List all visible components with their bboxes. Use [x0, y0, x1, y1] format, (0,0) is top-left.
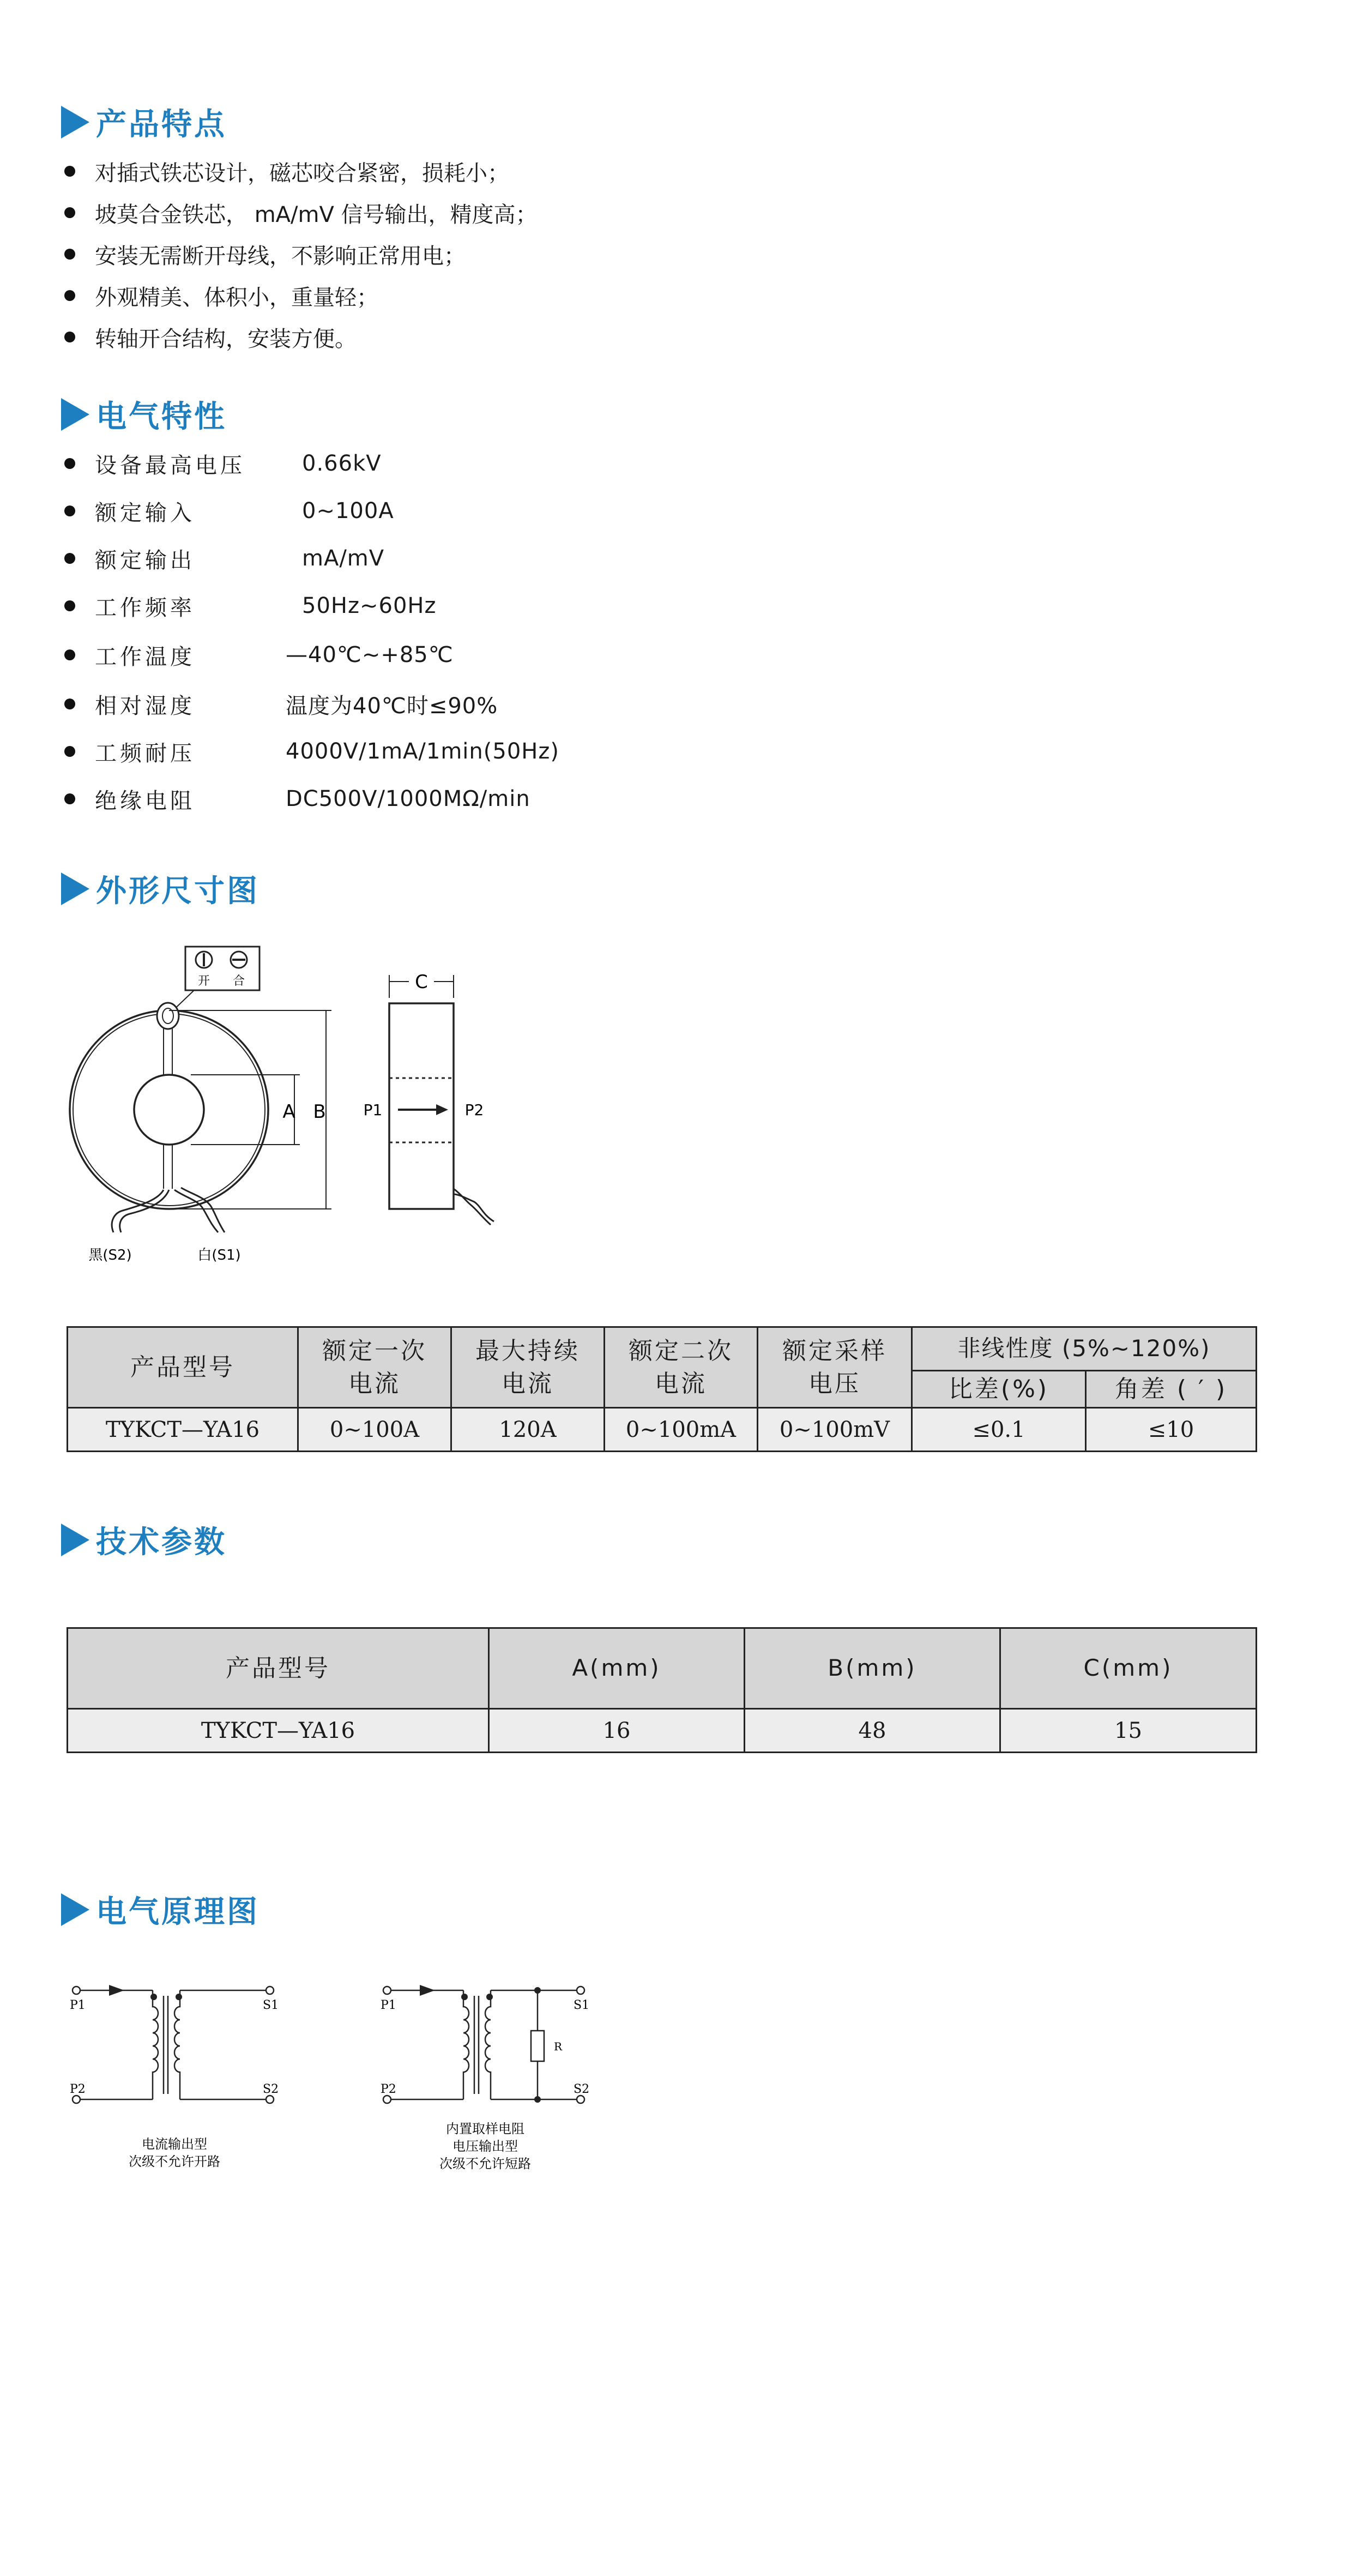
- section-title: 技术参数: [96, 1525, 227, 1560]
- table-header-phase-error: 角差 ( ′ ): [1086, 1371, 1257, 1408]
- spec-value: 50Hz~60Hz: [302, 593, 437, 618]
- spec-row: [61, 495, 394, 527]
- section-heading-dimension: [61, 867, 259, 911]
- section-heading-features: [61, 100, 227, 144]
- list-item: 转轴开合结构，安装方便。: [61, 316, 538, 358]
- current-arrow-icon: [109, 1985, 124, 1996]
- spec-label: 相对湿度: [95, 693, 195, 719]
- list-item: 外观精美、体积小，重量轻；: [61, 275, 538, 316]
- spec-value: mA/mV: [302, 546, 385, 571]
- spec-row: [61, 735, 559, 768]
- circuit-current-output: [60, 1974, 311, 2181]
- dimension-table: [67, 1627, 1257, 1753]
- switch-open-label: 开: [197, 974, 210, 988]
- table-cell: TYKCT—YA16: [68, 1408, 298, 1452]
- table-cell: TYKCT—YA16: [68, 1709, 489, 1753]
- table-header-rated-sampling: 额定采样 电压: [758, 1327, 912, 1408]
- dimension-label-b: B: [313, 1101, 326, 1123]
- table-cell: 0~100A: [298, 1408, 451, 1452]
- dimension-label-c: C: [415, 971, 428, 993]
- table-header-nonlinearity: 非线性度 (5%~120%): [912, 1327, 1257, 1371]
- table-header-c: C(mm): [1000, 1628, 1257, 1709]
- table-cell: ≤10: [1086, 1408, 1257, 1452]
- twisted-lead-icon: [454, 1189, 491, 1225]
- table-header-rated-secondary: 额定二次 电流: [605, 1327, 758, 1408]
- bullet-icon: [64, 290, 75, 301]
- features-list: [61, 151, 538, 358]
- table-header-b: B(mm): [745, 1628, 1000, 1709]
- spec-value: 0~100A: [302, 498, 394, 523]
- caption-line: 内置取样电阻: [446, 2121, 524, 2136]
- spec-value: —40℃~+85℃: [286, 642, 454, 667]
- spec-label: 工作频率: [95, 595, 195, 621]
- spec-row: [61, 783, 530, 815]
- caption-line: 次级不允许短路: [439, 2156, 531, 2171]
- table-header-model: 产品型号: [68, 1628, 489, 1709]
- table-cell: 15: [1000, 1709, 1257, 1753]
- section-title: 电气原理图: [96, 1894, 259, 1930]
- table-header-model: 产品型号: [68, 1327, 298, 1408]
- bullet-icon: [64, 249, 75, 260]
- triangle-arrow-icon: [61, 1893, 89, 1926]
- svg-text:P1: P1: [381, 1999, 396, 2012]
- table-cell: 120A: [451, 1408, 605, 1452]
- bullet-icon: [64, 553, 75, 564]
- svg-text:S1: S1: [574, 1999, 590, 2012]
- list-item: 对插式铁芯设计，磁芯咬合紧密，损耗小；: [61, 151, 538, 192]
- section-title: 产品特点: [96, 107, 227, 142]
- spec-label: 工频耐压: [95, 741, 195, 766]
- sampling-resistor: [531, 2031, 544, 2061]
- svg-text:S1: S1: [263, 1999, 279, 2012]
- table-cell: 48: [745, 1709, 1000, 1753]
- section-title: 电气特性: [96, 399, 227, 435]
- spec-row: [61, 447, 382, 480]
- spec-label: 额定输入: [95, 500, 195, 526]
- bullet-icon: [64, 600, 75, 611]
- spec-value: DC500V/1000MΩ/min: [286, 786, 530, 811]
- svg-text:S2: S2: [574, 2083, 590, 2096]
- spec-label: 工作温度: [95, 644, 195, 670]
- bullet-icon: [64, 746, 75, 757]
- table-header-ratio-error: 比差(%): [912, 1371, 1086, 1408]
- secondary-coil: [174, 1990, 180, 2099]
- switch-box: [185, 947, 259, 990]
- bullet-icon: [64, 166, 75, 177]
- section-heading-principle: [61, 1888, 259, 1931]
- resistor-label: R: [554, 2040, 563, 2053]
- bullet-icon: [64, 332, 75, 342]
- triangle-arrow-icon: [61, 872, 89, 905]
- table-cell: 0~100mA: [605, 1408, 758, 1452]
- rating-table: [67, 1326, 1257, 1452]
- bullet-icon: [64, 649, 75, 660]
- table-row: [68, 1408, 1257, 1452]
- table-row: [68, 1709, 1257, 1753]
- current-arrow-icon: [420, 1985, 435, 1996]
- spec-label: 设备最高电压: [95, 453, 245, 478]
- triangle-arrow-icon: [61, 106, 89, 139]
- bullet-icon: [64, 505, 75, 516]
- lead-white-label: 白(S1): [197, 1247, 241, 1263]
- circuit-voltage-output: [371, 1974, 621, 2192]
- section-heading-tech: [61, 1518, 227, 1562]
- section-title: 外形尺寸图: [96, 874, 259, 909]
- spec-row: [61, 542, 384, 575]
- table-header-rated-primary: 额定一次 电流: [298, 1327, 451, 1408]
- switch-close-label: 合: [232, 974, 245, 988]
- spec-label: 绝缘电阻: [95, 788, 195, 814]
- caption-line: 次级不允许开路: [129, 2154, 220, 2169]
- table-header-max-continuous: 最大持续 电流: [451, 1327, 605, 1408]
- side-label-p2: P2: [464, 1101, 484, 1119]
- bullet-icon: [64, 793, 75, 804]
- list-item: 坡莫合金铁芯， mA/mV 信号输出，精度高；: [61, 192, 538, 233]
- primary-coil: [153, 1990, 158, 2099]
- caption-line: 电流输出型: [142, 2136, 207, 2152]
- spec-value: 温度为40℃时≤90%: [286, 693, 498, 719]
- ct-inner-hole: [134, 1075, 204, 1145]
- svg-text:P2: P2: [70, 2083, 86, 2096]
- svg-text:P2: P2: [381, 2083, 396, 2096]
- table-header-a: A(mm): [489, 1628, 745, 1709]
- spec-row: [61, 688, 498, 720]
- lead-black-label: 黑(S2): [88, 1247, 132, 1263]
- spec-row: [61, 639, 454, 671]
- spec-label: 额定输出: [95, 547, 195, 573]
- dimension-drawing: [55, 938, 523, 1276]
- dimension-label-a: A: [282, 1101, 295, 1123]
- bullet-icon: [64, 699, 75, 709]
- svg-text:S2: S2: [263, 2083, 279, 2096]
- bullet-icon: [64, 207, 75, 218]
- triangle-arrow-icon: [61, 1524, 89, 1556]
- section-heading-electrical: [61, 393, 227, 436]
- side-label-p1: P1: [363, 1101, 383, 1119]
- table-cell: ≤0.1: [912, 1408, 1086, 1452]
- ct-side-view: [389, 1003, 454, 1209]
- spec-row: [61, 589, 436, 622]
- svg-text:P1: P1: [70, 1999, 86, 2012]
- triangle-arrow-icon: [61, 398, 89, 431]
- caption-line: 电压输出型: [452, 2139, 518, 2154]
- spec-value: 0.66kV: [302, 451, 382, 476]
- list-item: 安装无需断开母线，不影响正常用电；: [61, 233, 538, 275]
- table-cell: 16: [489, 1709, 745, 1753]
- table-cell: 0~100mV: [758, 1408, 912, 1452]
- spec-value: 4000V/1mA/1min(50Hz): [286, 739, 559, 764]
- bullet-icon: [64, 458, 75, 469]
